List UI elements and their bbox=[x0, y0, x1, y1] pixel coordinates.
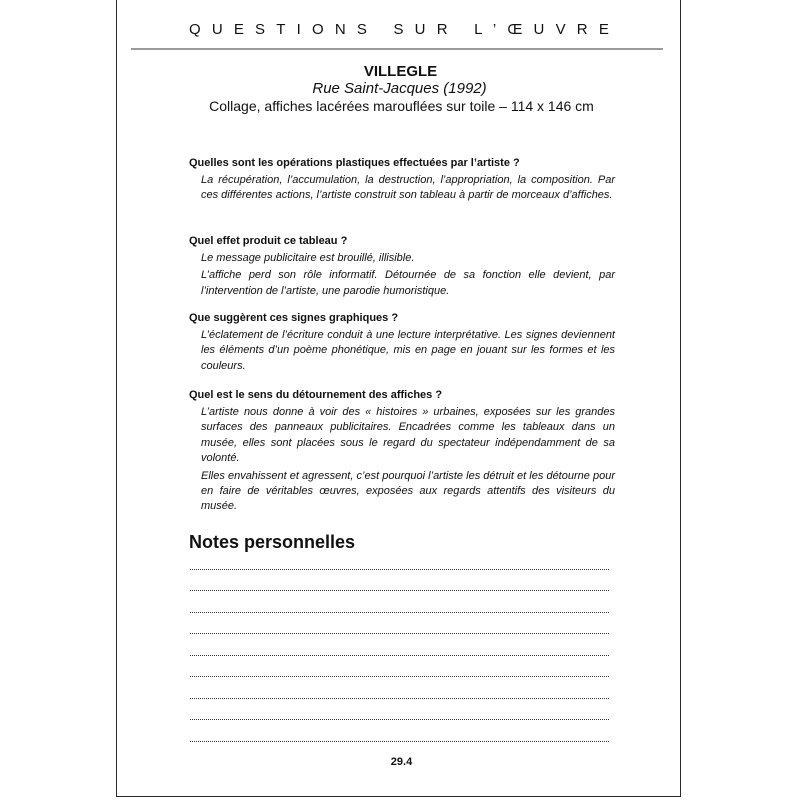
artwork-info bbox=[117, 63, 682, 115]
artist-name: VILLEGLE bbox=[363, 63, 438, 80]
notes-heading: Notes personnelles bbox=[189, 532, 356, 552]
qa-block-operations bbox=[189, 156, 615, 204]
question-heading: Quelles sont les opérations plastiques effectuées par l’artiste ? bbox=[189, 157, 520, 169]
answer-paragraph: La récupération, l’accumulation, la destruction, l’appropriation, la composition. Par ces différentes actions, l’artiste construit son tableau à partir de morceaux d’affiches. bbox=[201, 174, 615, 202]
note-writing-line bbox=[190, 741, 609, 742]
answer-paragraph: Le message publicitaire est brouillé, illisible. bbox=[201, 252, 415, 264]
question-heading: Que suggèrent ces signes graphiques ? bbox=[189, 312, 399, 324]
question-heading: Quel effet produit ce tableau ? bbox=[189, 235, 348, 247]
artwork-details: Collage, affiches lacérées marouflées sur toile – 114 x 146 cm bbox=[209, 98, 594, 114]
answer-paragraph: L’éclatement de l’écriture conduit à une lecture interprétative. Les signes deviennent les éléments d’un poème phonétique, mis en page en jouant sur les formes et les couleurs. bbox=[201, 329, 615, 372]
answer-paragraph: L’artiste nous donne à voir des « histoires » urbaines, exposées sur les grandes surfaces des panneaux publicitaires. Encadrées comme les tableaux dans un musée, elles sont placées sous le regard du spectateur indépendamment de sa volonté. bbox=[201, 406, 615, 465]
note-writing-line bbox=[190, 698, 609, 699]
qa-block-effect bbox=[189, 234, 615, 299]
page-number: 29.4 bbox=[390, 756, 413, 768]
answer-paragraph: Elles envahissent et agressent, c’est pourquoi l’artiste les détruit et les détourne pour en faire de véritables œuvres, exposées aux regards attentifs des visiteurs du musée. bbox=[201, 469, 615, 513]
note-writing-line bbox=[190, 590, 609, 591]
qa-block-detournement bbox=[189, 388, 615, 515]
note-writing-line bbox=[190, 655, 609, 656]
note-writing-line bbox=[190, 612, 609, 613]
qa-block-graphic-signs bbox=[189, 311, 615, 374]
note-writing-line bbox=[190, 676, 609, 677]
question-heading: Quel est le sens du détournement des affiches ? bbox=[189, 389, 443, 401]
document-page bbox=[116, 0, 681, 797]
note-writing-line bbox=[190, 633, 609, 634]
note-writing-line bbox=[190, 719, 609, 720]
note-writing-line bbox=[190, 569, 609, 570]
answer-paragraph: L’affiche perd son rôle informatif. Détournée de sa fonction elle devient, par l’intervention de l’artiste, une parodie humoristique. bbox=[201, 269, 615, 297]
header-divider bbox=[131, 48, 663, 50]
section-header-title: QUESTIONS SUR L’ŒUVRE bbox=[188, 21, 621, 38]
artwork-title: Rue Saint-Jacques (1992) bbox=[312, 80, 487, 97]
